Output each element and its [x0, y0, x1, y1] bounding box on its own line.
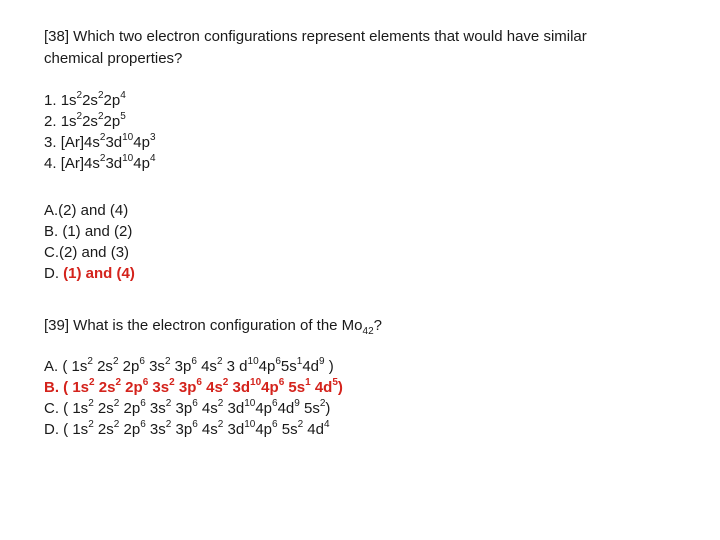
question-38 [44, 26, 684, 70]
config-item-3: 3. $[Ar]4s^23d^{10}4p^3$ [44, 132, 156, 151]
answer-39-c: C. ( $1s^2$ $2s^2$ $2p^6$ $3s^2$ $3p^6$ $4s^2$ $3d^{10}4p^64d^9$ $5s^2$) [44, 398, 331, 417]
config-item-2: 2. $1s^22s^22p^5$ [44, 111, 126, 130]
question-39-text: [39] What is the electron configuration of the $Mo_{42}$? [44, 317, 382, 337]
answer-38-c: C.(2) and (3) [44, 244, 130, 261]
answer-38-a: A.(2) and (4) [44, 202, 129, 219]
question-38-line-2: chemical properties? [44, 50, 183, 67]
correct-answer-38: (1) and (4) [63, 265, 135, 282]
answer-39-d: D. ( $1s^2$ $2s^2$ $2p^6$ $3s^2$ $3p^6$ $4s^2$ $3d^{10}4p^6$ $5s^2$ $4d^4$ [44, 419, 330, 438]
answer-38-d: D. (1) and (4) [44, 265, 135, 282]
answer-list-38 [44, 200, 135, 284]
question-39 [44, 315, 382, 336]
question-38-line-1: [38] Which two electron configurations represent elements that would have similar [44, 28, 587, 45]
config-item-4: 4. $[Ar]4s^23d^{10}4p^4$ [44, 153, 156, 172]
answer-39-a: A. ( $1s^2$ $2s^2$ $2p^6$ $3s^2$ $3p^6$ $4s^2$ 3 $d^{10}4p^65s^14d^9$ ) [44, 356, 334, 375]
answer-39-b: B. ( $1s^2$ $2s^2$ $2p^6$ $3s^2$ $3p^6$ $4s^2$ $3d^{10}4p^6$ $5s^1$ $4d^5$) [44, 377, 343, 396]
config-item-1: 1. $1s^22s^22p^4$ [44, 90, 126, 109]
answer-38-b: B. (1) and (2) [44, 223, 133, 240]
answer-list-39 [44, 356, 343, 440]
config-list [44, 90, 156, 174]
